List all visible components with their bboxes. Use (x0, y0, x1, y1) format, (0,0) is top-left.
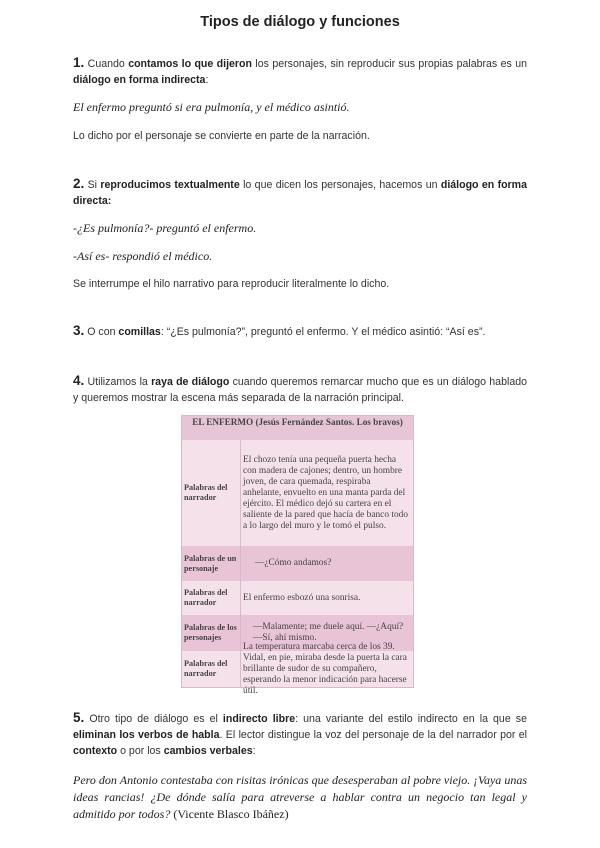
section-2-intro: 2. Si reproducimos textualmente lo que dicen los personajes, hacemos un diálogo en forma directa: (73, 176, 527, 207)
table-row-text: —¿Cómo andamos? (241, 546, 413, 581)
table-row-label: Palabras de los personajes (182, 615, 240, 651)
section-4-text: 4. Utilizamos la raya de diálogo cuando queremos remarcar mucho que es un diálogo hablado y queremos mostrar la escena más separada de la narración principal. (73, 373, 527, 404)
table-row-label: Palabras de un personaje (182, 546, 240, 581)
table-row-label: Palabras del narrador (182, 440, 240, 546)
section-2-example-1: -¿Es pulmonía?- preguntó el enfermo. (73, 221, 257, 235)
section-1-example: El enfermo preguntó si era pulmonía, y el médico asintió. (73, 100, 350, 114)
table-row-text: El enfermo esbozó una sonrisa. (241, 581, 413, 615)
column-divider (240, 440, 241, 687)
section-5-intro: 5. Otro tipo de diálogo es el indirecto libre: una variante del estilo indirecto en la que se eliminan los verbos de habla. El lector distingue la voz del personaje de la del narrador por el contexto o por los cambios verbales: (73, 710, 527, 757)
section-2-note: Se interrumpe el hilo narrativo para reproducir literalmente lo dicho. (73, 278, 390, 290)
section-2-example-2: -Así es- respondió el médico. (73, 249, 213, 263)
section-number: 3. (73, 323, 85, 338)
table-row-label: Palabras del narrador (182, 581, 240, 615)
section-1-note: Lo dicho por el personaje se convierte en parte de la narración. (73, 130, 370, 142)
table-row-text: El chozo tenía una pequeña puerta hecha con madera de cajones; dentro, un hombre joven, de cara quemada, respiraba anhelante, envuelto en una manta parda del ejército. El médico dejó su cartera en el saliente de la pared que hacía de banco todo a lo largo del muro y le tomó el pulso. (241, 440, 413, 546)
section-number: 2. (73, 176, 85, 191)
quote-author: (Vicente Blasco Ibáñez) (170, 807, 289, 821)
section-number: 5. (73, 710, 85, 725)
section-1-intro: 1. Cuando contamos lo que dijeron los personajes, sin reproducir sus propias palabras es un diálogo en forma indirecta: (73, 55, 527, 86)
table-header: EL ENFERMO (Jesús Fernández Santos. Los bravos) (182, 416, 413, 440)
section-number: 1. (73, 55, 85, 70)
dialogue-example-table (181, 415, 414, 696)
section-3-text: 3. O con comillas: “¿Es pulmonía?”, preguntó el enfermo. Y el médico asintió: “Así es”. (73, 323, 486, 338)
table-row-text: —Malamente; me duele aquí. —¿Aquí? —Sí, ahí mismo. (241, 615, 413, 651)
section-5-quote: Pero don Antonio contestaba con risitas irónicas que desesperaban al pobre viejo. ¡Vaya unas ideas rancias! ¿De dónde salía para atreverse a hablar contra un negocio tan legal y admitido por todos? (Vicente Blasco Ibáñez) (73, 773, 527, 821)
table-row-label: Palabras del narrador (182, 651, 240, 687)
page-title: Tipos de diálogo y funciones (200, 14, 400, 30)
section-number: 4. (73, 373, 85, 388)
table-row-text: Vidal, en pie, miraba desde la puerta la cara brillante de sudor de su compañero, esperando la menor indicación para hacerse útil. (241, 651, 413, 687)
